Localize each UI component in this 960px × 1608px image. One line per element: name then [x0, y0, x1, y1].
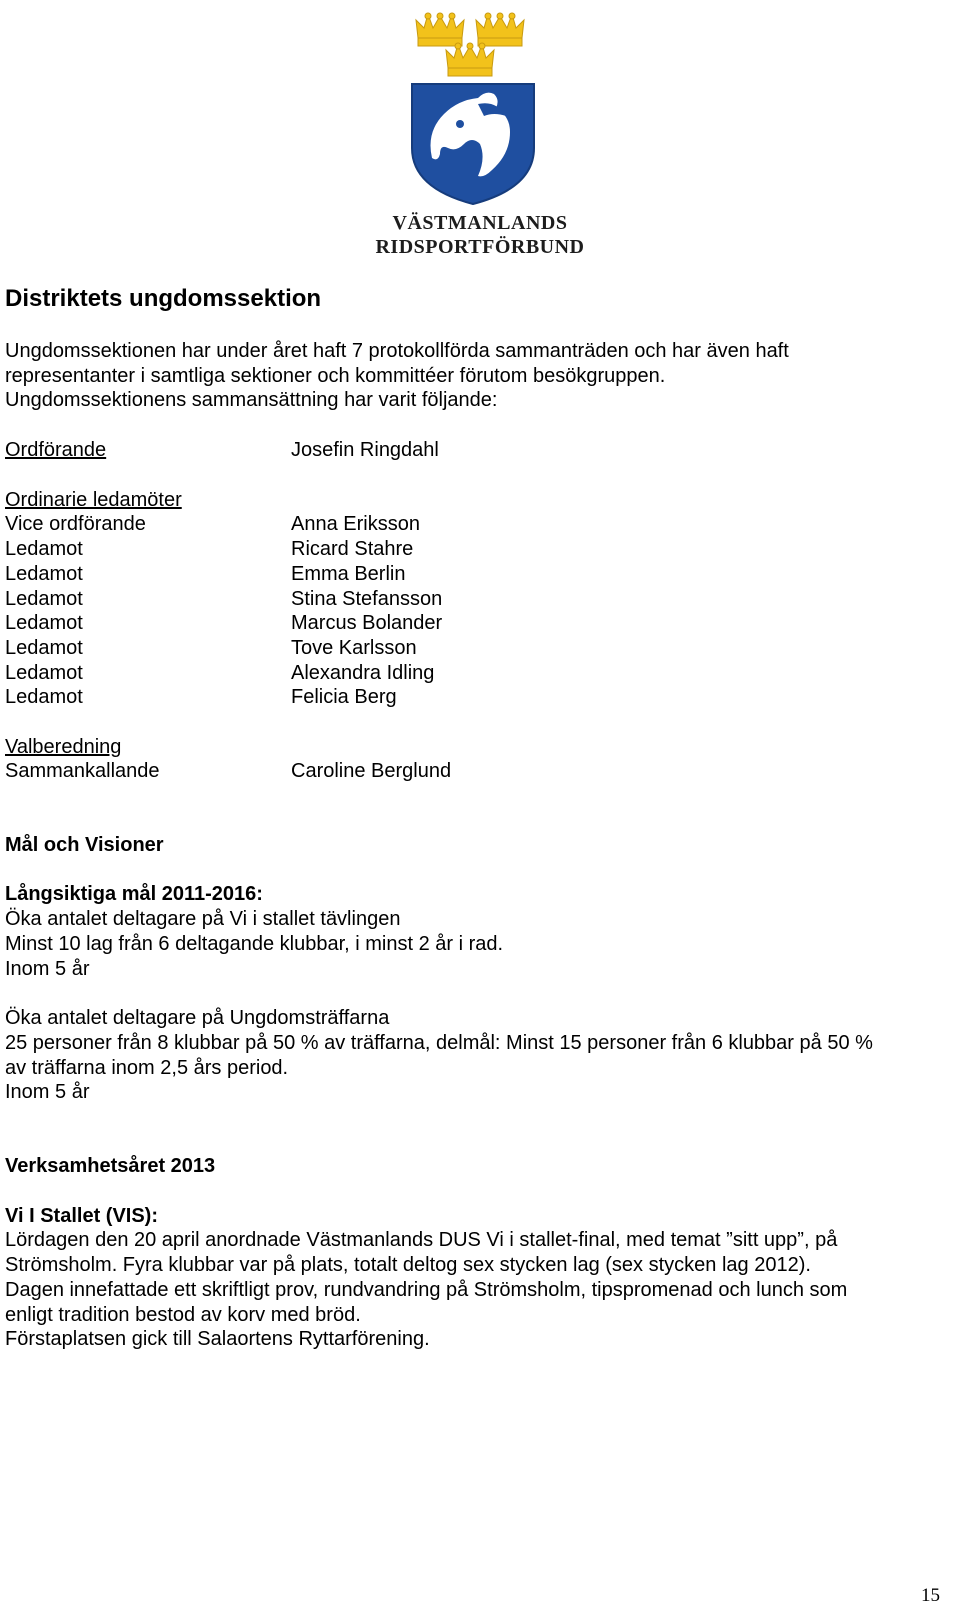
- member-name: Emma Berlin: [291, 563, 406, 585]
- members-heading: Ordinarie ledamöter: [5, 489, 182, 511]
- year-heading: Verksamhetsåret 2013: [5, 1155, 216, 1177]
- convener-label: Sammankallande: [5, 760, 160, 782]
- goal1-line: Minst 10 lag från 6 deltagande klubbar, i minst 2 år i rad.: [5, 933, 504, 955]
- member-name: Anna Eriksson: [291, 513, 420, 535]
- page-number: 15: [921, 1585, 940, 1606]
- nomination-heading: Valberedning: [5, 736, 122, 758]
- goals-heading: Mål och Visioner: [5, 834, 164, 856]
- intro-line-1: Ungdomssektionen har under året haft 7 protokollförda sammanträden och har även haft: [5, 340, 789, 362]
- vis-line: Lördagen den 20 april anordnade Västmanlands DUS Vi i stallet-final, med temat ”sitt upp”, på: [5, 1229, 838, 1251]
- vis-line: Strömsholm. Fyra klubbar var på plats, totalt deltog sex stycken lag (sex stycken lag 2012).: [5, 1254, 811, 1276]
- goal2-line: av träffarna inom 2,5 års period.: [5, 1057, 289, 1079]
- intro-line-2: representanter i samtliga sektioner och kommittéer förutom besökgruppen.: [5, 365, 666, 387]
- member-role: Ledamot: [5, 538, 83, 560]
- member-role: Ledamot: [5, 563, 83, 585]
- member-role: Ledamot: [5, 588, 83, 610]
- goal2-line: 25 personer från 8 klubbar på 50 % av träffarna, delmål: Minst 15 personer från 6 klubbar på 50 %: [5, 1032, 873, 1054]
- ridsportforbund-logo: [360, 8, 600, 266]
- member-name: Stina Stefansson: [291, 588, 443, 610]
- chair-label: Ordförande: [5, 439, 107, 461]
- goal2-line: Öka antalet deltagare på Ungdomsträffarna: [5, 1007, 390, 1029]
- longterm-heading: Långsiktiga mål 2011-2016:: [5, 883, 263, 905]
- vis-line: Dagen innefattade ett skriftligt prov, rundvandring på Strömsholm, tipspromenad och lunch som: [5, 1279, 848, 1301]
- member-name: Alexandra Idling: [291, 662, 435, 684]
- member-name: Ricard Stahre: [291, 538, 414, 560]
- member-role: Ledamot: [5, 662, 83, 684]
- member-role: Ledamot: [5, 637, 83, 659]
- crest-three-crowns-horse-icon: [360, 8, 600, 208]
- member-name: Marcus Bolander: [291, 612, 443, 634]
- member-name: Felicia Berg: [291, 686, 397, 708]
- member-name: Tove Karlsson: [291, 637, 417, 659]
- logo-line-2: RIDSPORTFÖRBUND: [375, 236, 585, 258]
- page-title: Distriktets ungdomssektion: [5, 285, 322, 312]
- member-role: Ledamot: [5, 612, 83, 634]
- goal1-line: Inom 5 år: [5, 958, 90, 980]
- intro-line-3: Ungdomssektionens sammansättning har varit följande:: [5, 389, 498, 411]
- goal1-line: Öka antalet deltagare på Vi i stallet tävlingen: [5, 908, 401, 930]
- vis-heading: Vi I Stallet (VIS):: [5, 1205, 158, 1227]
- vis-line: enligt tradition bestod av korv med bröd.: [5, 1304, 361, 1326]
- chair-name: Josefin Ringdahl: [291, 439, 439, 461]
- logo-line-1: VÄSTMANLANDS: [392, 212, 568, 234]
- member-role: Ledamot: [5, 686, 83, 708]
- convener-name: Caroline Berglund: [291, 760, 452, 782]
- vis-line: Förstaplatsen gick till Salaortens Ryttarförening.: [5, 1328, 430, 1350]
- goal2-line: Inom 5 år: [5, 1081, 90, 1103]
- member-role: Vice ordförande: [5, 513, 146, 535]
